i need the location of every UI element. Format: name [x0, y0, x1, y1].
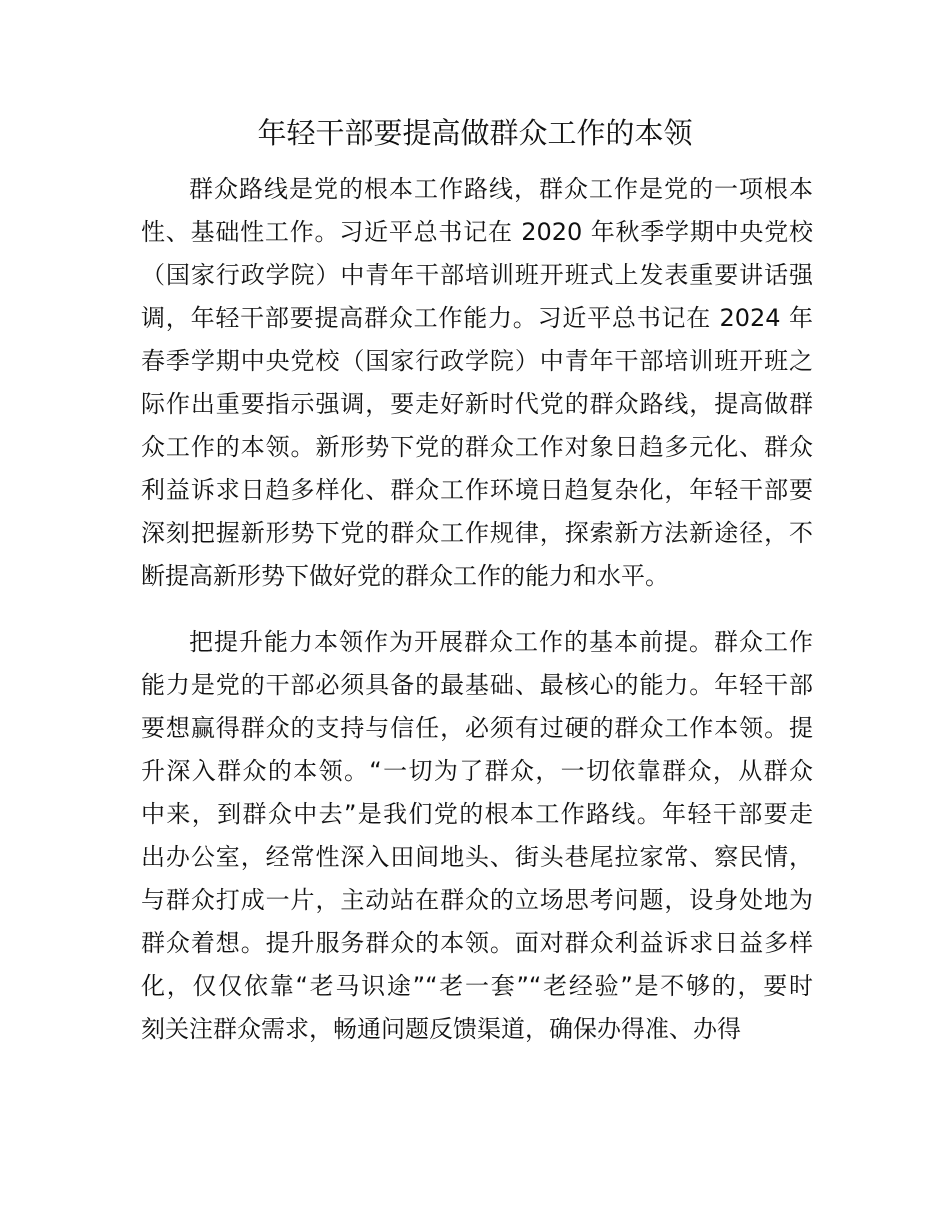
text-line: 化，仅仅依靠“老马识途”“老一套”“老经验”是不够的，要时 — [141, 972, 813, 1000]
text-line: 春季学期中央党校（国家行政学院）中青年干部培训班开班之 — [141, 347, 813, 375]
paragraph-2 — [141, 621, 813, 1051]
text-line: 断提高新形势下做好党的群众工作的能力和水平。 — [141, 562, 669, 590]
text-line: 深刻把握新形势下党的群众工作规律，探索新方法新途径，不 — [141, 519, 813, 547]
text-line: 升深入群众的本领。“一切为了群众，一切依靠群众，从群众 — [141, 757, 813, 785]
paragraph-1 — [141, 168, 813, 598]
text-line: 把提升能力本领作为开展群众工作的基本前提。群众工作 — [189, 628, 813, 656]
text-line: 刻关注群众需求，畅通问题反馈渠道，确保办得准、办得 — [141, 1015, 741, 1043]
text-line: 能力是党的干部必须具备的最基础、最核心的能力。年轻干部 — [141, 671, 813, 699]
text-line: 要想赢得群众的支持与信任，必须有过硬的群众工作本领。提 — [141, 714, 813, 742]
text-line: 群众路线是党的根本工作路线，群众工作是党的一项根本 — [189, 175, 813, 203]
text-line: 调，年轻干部要提高群众工作能力。习近平总书记在 2024 年 — [141, 304, 813, 332]
document-title: 年轻干部要提高做群众工作的本领 — [257, 116, 693, 150]
text-line: 群众着想。提升服务群众的本领。面对群众利益诉求日益多样 — [141, 929, 813, 957]
text-line: 与群众打成一片，主动站在群众的立场思考问题，设身处地为 — [141, 886, 813, 914]
text-line: 中来，到群众中去”是我们党的根本工作路线。年轻干部要走 — [141, 800, 813, 828]
text-line: （国家行政学院）中青年干部培训班开班式上发表重要讲话强 — [141, 261, 813, 289]
text-line: 际作出重要指示强调，要走好新时代党的群众路线，提高做群 — [141, 390, 813, 418]
text-line: 利益诉求日趋多样化、群众工作环境日趋复杂化，年轻干部要 — [141, 476, 813, 504]
text-line: 性、基础性工作。习近平总书记在 2020 年秋季学期中央党校 — [141, 218, 813, 246]
text-line: 出办公室，经常性深入田间地头、街头巷尾拉家常、察民情， — [141, 843, 813, 871]
text-line: 众工作的本领。新形势下党的群众工作对象日趋多元化、群众 — [141, 433, 813, 461]
